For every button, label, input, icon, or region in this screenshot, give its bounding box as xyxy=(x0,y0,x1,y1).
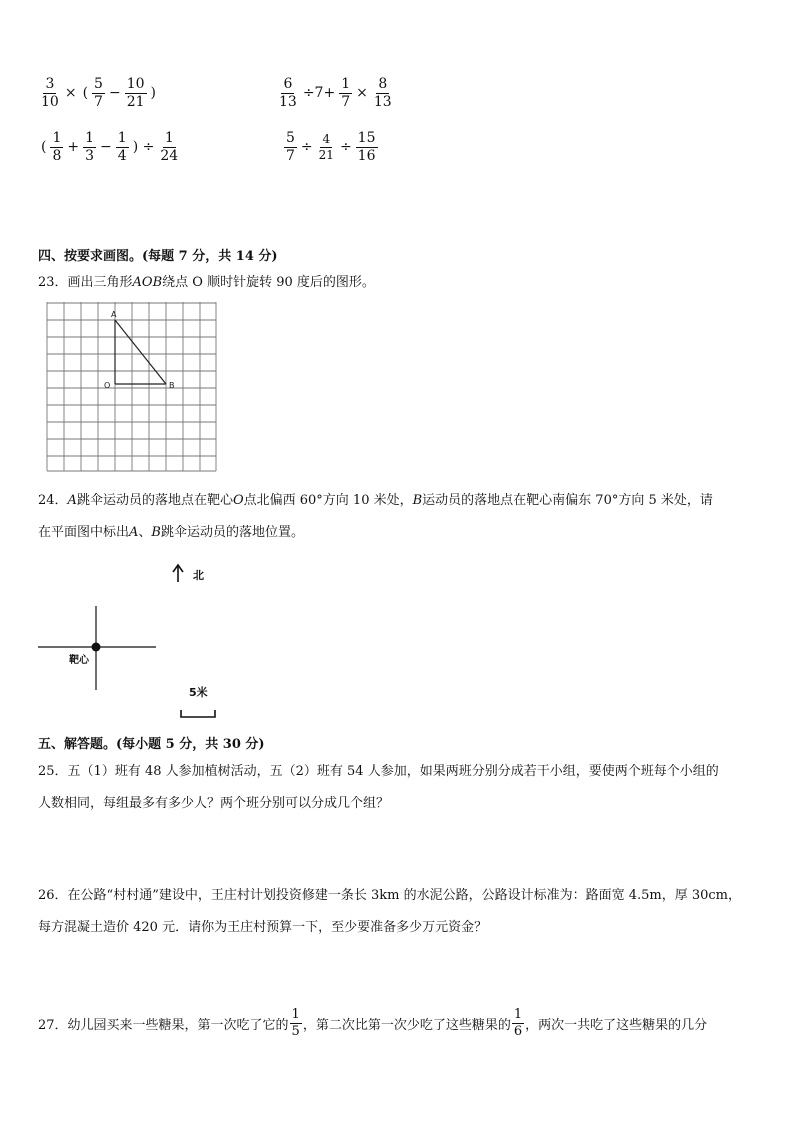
fraction: $\frac{1}{8}$ xyxy=(52,130,62,164)
target-diagram xyxy=(36,560,226,726)
fraction: $\frac{6}{13}$ xyxy=(279,76,297,110)
triangle-aob xyxy=(115,320,166,384)
north-arrow xyxy=(173,565,183,582)
question-23: 23．画出三角形AOB绕点 O 顺时针旋转 90 度后的图形。 xyxy=(38,275,375,290)
label-o: O xyxy=(104,381,111,390)
question-26-line-2: 每方混凝土造价 420 元．请你为王庄村预算一下，至少要准备多少万元资金？ xyxy=(38,920,488,935)
expression-2: $\frac{6}{13}$ ÷7+ $\frac{1}{7}$ × $\frac{8}{13}$ xyxy=(279,76,392,110)
grid-diagram xyxy=(46,302,218,472)
fraction: $\frac{1}{7}$ xyxy=(341,76,351,110)
expression-3: ( $\frac{1}{8}$ + $\frac{1}{3}$ − $\frac{1}{4}$ ) ÷ $\frac{1}{24}$ xyxy=(41,130,179,164)
north-label: 北 xyxy=(193,569,204,582)
label-b: B xyxy=(169,381,175,390)
scale-bar xyxy=(181,710,215,717)
fraction: $\frac{1}{3}$ xyxy=(85,130,95,164)
question-25-line-1: 25．五（1）班有 48 人参加植树活动，五（2）班有 54 人参加，如果两班分别分成若干小组，要使两个班每个小组的 xyxy=(38,764,719,779)
fraction: $\frac{1}{5}$ xyxy=(291,1007,300,1039)
question-27: 27．幼儿园买来一些糖果，第一次吃了它的 $\frac{1}{5}$ ，第二次比第一次少吃了这些糖果的 $\frac{1}{6}$ ，两次一共吃了这些糖果的几分 xyxy=(38,1007,708,1039)
fraction: $\frac{8}{13}$ xyxy=(373,76,392,110)
question-25-line-2: 人数相同，每组最多有多少人？两个班分别可以分成几个组？ xyxy=(38,796,390,811)
fraction: $\frac{1}{6}$ xyxy=(513,1007,523,1039)
fraction: $\frac{1}{24}$ xyxy=(160,130,179,164)
fraction: $\frac{1}{4}$ xyxy=(117,130,127,164)
fraction: $\frac{5}{7}$ xyxy=(286,130,295,164)
section-4-heading: 四、按要求画图。(每题 7 分，共 14 分) xyxy=(38,249,278,264)
target-center xyxy=(92,643,101,652)
expression-4: $\frac{5}{7}$ ÷ $\frac{4}{21}$ ÷ $\frac{15}{16}$ xyxy=(286,130,376,164)
scale-label: 5米 xyxy=(189,686,208,699)
expression-1: $\frac{3}{10}$ × ( $\frac{5}{7}$ − $\frac{10}{21}$ ) xyxy=(41,76,156,110)
grid-lines xyxy=(47,302,216,471)
center-label: 靶心 xyxy=(69,655,89,666)
question-24-line-2: 在平面图中标出A、B跳伞运动员的落地位置。 xyxy=(38,525,304,540)
question-24-line-1: 24．A跳伞运动员的落地点在靶心O点北偏西 60°方向 10 米处，B运动员的落地点在靶心南偏东 70°方向 5 米处，请 xyxy=(38,493,713,508)
label-a: A xyxy=(111,310,117,319)
section-5-heading: 五、解答题。(每小题 5 分，共 30 分) xyxy=(38,737,265,752)
fraction: $\frac{5}{7}$ xyxy=(94,76,103,110)
question-26-line-1: 26．在公路“村村通”建设中，王庄村计划投资修建一条长 3km 的水泥公路，公路设计标准为：路面宽 4.5m，厚 30cm， xyxy=(38,888,741,903)
fraction: $\frac{4}{21}$ xyxy=(318,132,334,162)
fraction: $\frac{15}{16}$ xyxy=(357,130,376,164)
fraction: $\frac{3}{10}$ xyxy=(41,76,59,110)
fraction: $\frac{10}{21}$ xyxy=(126,76,145,110)
